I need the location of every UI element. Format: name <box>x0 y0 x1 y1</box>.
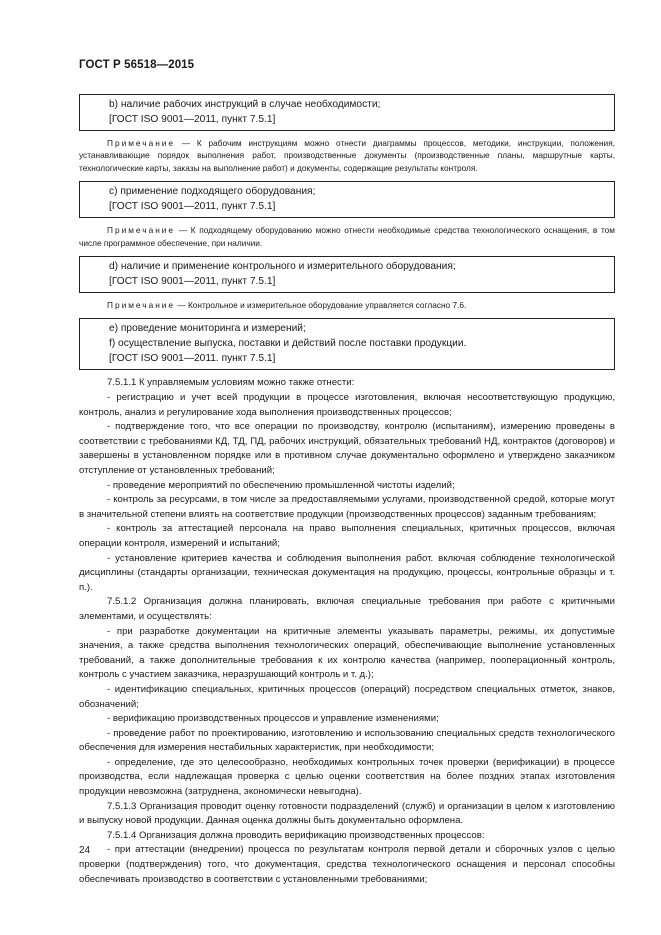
list-item: - верификацию производственных процессов и управление изменениями; <box>107 713 439 725</box>
note-text: — Контрольное и измерительное оборудование управляется согласно 7.6. <box>175 300 467 311</box>
body-text <box>79 376 615 887</box>
page-number: 24 <box>79 845 91 856</box>
quote-box-ef <box>79 318 615 370</box>
list-item: - регистрацию и учет всей продукции в процессе изготовления, включая несоответствующую продукцию, контроль, анализ и регулирование хода выполнения производственных процессов; <box>79 392 615 418</box>
clause-7-5-1-2: 7.5.1.2 Организация должна планировать, включая специальные требования при работе с критичными элементами, и осуществлять: <box>79 596 615 622</box>
list-item: - при разработке документации на критичные элементы указывать параметры, режимы, их допустимые значения, а также средства выполнения технологических операций, обеспечивающие выполнение установленных требований, а также дополнительные требования к их контролю качества (например, пооперационный контроль, контроль с участием заказчика, неразрушающий контроль и т. д.); <box>79 625 615 681</box>
quote-line: d) наличие и применение контрольного и измерительного оборудования; <box>109 261 456 273</box>
page-content <box>79 94 615 887</box>
clause-7-5-1-4: 7.5.1.4 Организация должна проводить верификацию производственных процессов: <box>107 829 485 841</box>
list-item: - идентификацию специальных, критичных процессов (операций) посредством специальных отметок, знаков, обозначений; <box>79 683 615 710</box>
quote-reference: [ГОСТ ISO 9001—2011, пункт 7.5.1] <box>109 114 276 125</box>
quote-box-b <box>79 94 615 131</box>
list-item: - определение, где это целесообразно, необходимых контрольных точек проверки (верификации) в процессе производства, если надлежащая проверка с целью оценки соответствия на более поздних этапах изготовления продукции невозможна (затруднена, экономически невыгодна). <box>79 756 615 798</box>
note-label: Примечание <box>107 138 176 148</box>
quote-line: f) осуществление выпуска, поставки и действий после поставки продукции. <box>109 338 467 350</box>
list-item: - контроль за аттестацией персонала на право выполнения специальных, критичных процессов, включая операции контроля, измерений и испытаний; <box>79 523 615 549</box>
clause-7-5-1-3: 7.5.1.3 Организация проводит оценку готовности подразделений (служб) и организации в целом к изготовлению и выпуску новой продукции. Данная оценка должны быть документально оформлена. <box>79 800 615 827</box>
list-item: - при аттестации (внедрении) процесса по результатам контроля первой детали и сборочных узлов с целью проверки (подтверждения) того, что документация, средства технологического оснащения и персонал способны обеспечивать производство в соответствии с установленными требованиями; <box>79 844 615 885</box>
list-item: - установление критериев качества и соблюдения выполнения работ. включая соблюдение технологической дисциплины (стандарты организации, техническая документация на продукцию, процессы, контрольные образцы и т. п.). <box>79 552 615 593</box>
note-3 <box>79 299 615 311</box>
note-text: — К рабочим инструкциям можно отнести диаграммы процессов, методики, инструкции, положения, устанавливающие порядок выполнения работ, производственные документы (производственные планы, маршрутные карты, технологические карты, заказы на выполнение работ) и документы, содержащие результаты контроля. <box>79 138 615 173</box>
list-item: - контроль за ресурсами, в том числе за предоставляемыми услугами, производственной средой, которые могут в значительной степени влиять на соответствие продукции (производственных процессов) заданным требованиям; <box>79 494 615 520</box>
quote-reference: [ГОСТ ISO 9001—2011. пункт 7.5.1] <box>109 353 276 365</box>
note-label: Примечание <box>107 300 176 311</box>
list-item: - проведение мероприятий по обеспечению промышленной чистоты изделий; <box>107 479 455 491</box>
quote-reference: [ГОСТ ISO 9001—2011, пункт 7.5.1] <box>109 201 276 213</box>
list-item: - проведение работ по проектированию, изготовлению и использованию специальных средств технологического обеспечения для измерения нестабильных характеристик, при необходимости; <box>79 727 615 754</box>
quote-box-c <box>79 181 615 218</box>
clause-7-5-1-1: 7.5.1.1 К управляемым условиям можно также отнести: <box>107 377 355 389</box>
standard-header: ГОСТ Р 56518—2015 <box>79 59 195 71</box>
quote-reference: [ГОСТ ISO 9001—2011, пункт 7.5.1] <box>109 276 276 288</box>
note-1 <box>79 137 615 174</box>
note-text: — К подходящему оборудованию можно отнести необходимые средства технологического оснащения, в том числе программное обеспечение, при наличии. <box>79 225 615 248</box>
quote-box-d <box>79 256 615 293</box>
note-2 <box>79 224 615 249</box>
list-item: - подтверждение того, что все операции по производству, контролю (испытаниям), измерению проведены в соответствии с требованиями КД, ТД, ПД, рабочих инструкций, обязательных требований НД, контрактов (договоров) и завершены в установленном порядке или в противном случае документально оформлено и утверждено заказчиком отступление от установленных требований; <box>79 421 615 476</box>
note-label: Примечание <box>107 225 176 236</box>
quote-line: b) наличие рабочих инструкций в случае необходимости; <box>109 99 381 110</box>
quote-line: e) проведение мониторинга и измерений; <box>109 323 306 335</box>
quote-line: c) применение подходящего оборудования; <box>109 186 316 198</box>
